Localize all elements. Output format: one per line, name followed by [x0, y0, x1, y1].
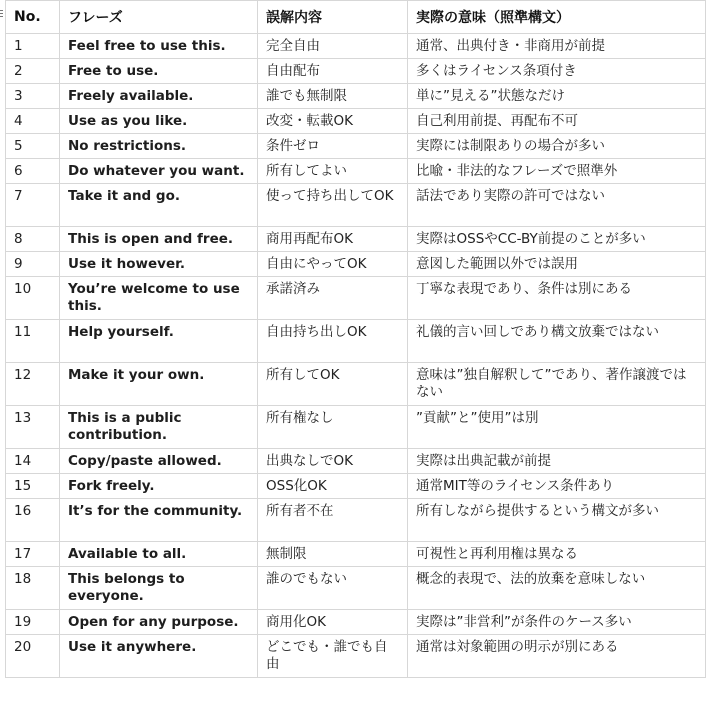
- table-row: [6, 499, 706, 542]
- phrase-table: [5, 0, 706, 678]
- row-no: 7: [6, 184, 60, 227]
- row-misread: 承諾済み: [258, 277, 408, 320]
- table-row: [6, 34, 706, 59]
- row-no: 1: [6, 34, 60, 59]
- row-misread: 自由にやってOK: [258, 252, 408, 277]
- row-actual: 通常は対象範囲の明示が別にある: [408, 635, 706, 678]
- row-misread: どこでも・誰でも自由: [258, 635, 408, 678]
- header-misread: 誤解内容: [258, 1, 408, 34]
- row-actual: 所有しながら提供するという構文が多い: [408, 499, 706, 542]
- row-phrase: Use it however.: [60, 252, 258, 277]
- table-row: [6, 542, 706, 567]
- row-actual: 自己利用前提、再配布不可: [408, 109, 706, 134]
- row-no: 19: [6, 610, 60, 635]
- row-misread: 商用再配布OK: [258, 227, 408, 252]
- row-no: 15: [6, 474, 60, 499]
- header-row: [6, 1, 706, 34]
- row-misread: 出典なしでOK: [258, 449, 408, 474]
- row-no: 16: [6, 499, 60, 542]
- row-phrase: Copy/paste allowed.: [60, 449, 258, 474]
- row-misread: 自由配布: [258, 59, 408, 84]
- row-phrase: Freely available.: [60, 84, 258, 109]
- row-misread: 完全自由: [258, 34, 408, 59]
- row-no: 10: [6, 277, 60, 320]
- row-no: 13: [6, 406, 60, 449]
- row-actual: 礼儀的言い回しであり構文放棄ではない: [408, 320, 706, 363]
- row-misread: 所有者不在: [258, 499, 408, 542]
- row-phrase: You’re welcome to use this.: [60, 277, 258, 320]
- row-actual: 丁寧な表現であり、条件は別にある: [408, 277, 706, 320]
- row-actual: ”貢献”と”使用”は別: [408, 406, 706, 449]
- row-actual: 単に”見える”状態なだけ: [408, 84, 706, 109]
- row-misread: 商用化OK: [258, 610, 408, 635]
- row-phrase: Take it and go.: [60, 184, 258, 227]
- row-no: 2: [6, 59, 60, 84]
- row-phrase: Use it anywhere.: [60, 635, 258, 678]
- row-phrase: It’s for the community.: [60, 499, 258, 542]
- row-phrase: No restrictions.: [60, 134, 258, 159]
- row-actual: 多くはライセンス条項付き: [408, 59, 706, 84]
- table-row: [6, 406, 706, 449]
- table-row: [6, 84, 706, 109]
- row-misread: 所有してよい: [258, 159, 408, 184]
- row-actual: 実際は”非営利”が条件のケース多い: [408, 610, 706, 635]
- row-actual: 可視性と再利用権は異なる: [408, 542, 706, 567]
- row-misread: 無制限: [258, 542, 408, 567]
- row-no: 11: [6, 320, 60, 363]
- row-misread: 所有権なし: [258, 406, 408, 449]
- table-row: [6, 449, 706, 474]
- table-row: [6, 610, 706, 635]
- table-row: [6, 252, 706, 277]
- row-no: 6: [6, 159, 60, 184]
- row-misread: 自由持ち出しOK: [258, 320, 408, 363]
- row-misread: OSS化OK: [258, 474, 408, 499]
- row-actual: 比喩・非法的なフレーズで照準外: [408, 159, 706, 184]
- row-actual: 実際はOSSやCC-BY前提のことが多い: [408, 227, 706, 252]
- table-row: [6, 109, 706, 134]
- row-actual: 意図した範囲以外では誤用: [408, 252, 706, 277]
- row-misread: 誰でも無制限: [258, 84, 408, 109]
- header-no: No.: [6, 1, 60, 34]
- row-misread: 改変・転載OK: [258, 109, 408, 134]
- table-row: [6, 363, 706, 406]
- table-row: [6, 474, 706, 499]
- row-actual: 意味は”独自解釈して”であり、著作譲渡ではない: [408, 363, 706, 406]
- row-phrase: Make it your own.: [60, 363, 258, 406]
- row-misread: 所有してOK: [258, 363, 408, 406]
- table-row: [6, 227, 706, 252]
- table-row: [6, 567, 706, 610]
- row-actual: 実際には制限ありの場合が多い: [408, 134, 706, 159]
- table-row: [6, 184, 706, 227]
- row-actual: 話法であり実際の許可ではない: [408, 184, 706, 227]
- row-no: 5: [6, 134, 60, 159]
- row-no: 3: [6, 84, 60, 109]
- table-row: [6, 59, 706, 84]
- row-phrase: This belongs to everyone.: [60, 567, 258, 610]
- header-actual: 実際の意味（照準構文）: [408, 1, 706, 34]
- row-phrase: Help yourself.: [60, 320, 258, 363]
- row-no: 20: [6, 635, 60, 678]
- row-phrase: This is open and free.: [60, 227, 258, 252]
- row-misread: 誰のでもない: [258, 567, 408, 610]
- row-phrase: Do whatever you want.: [60, 159, 258, 184]
- row-no: 4: [6, 109, 60, 134]
- row-no: 12: [6, 363, 60, 406]
- row-misread: 条件ゼロ: [258, 134, 408, 159]
- table-row: [6, 134, 706, 159]
- row-phrase: Feel free to use this.: [60, 34, 258, 59]
- row-phrase: Fork freely.: [60, 474, 258, 499]
- drag-handle[interactable]: [0, 10, 3, 20]
- row-no: 8: [6, 227, 60, 252]
- row-no: 17: [6, 542, 60, 567]
- row-no: 18: [6, 567, 60, 610]
- row-phrase: Available to all.: [60, 542, 258, 567]
- row-no: 9: [6, 252, 60, 277]
- row-phrase: This is a public contribution.: [60, 406, 258, 449]
- table-row: [6, 277, 706, 320]
- table-row: [6, 159, 706, 184]
- table-row: [6, 635, 706, 678]
- row-phrase: Free to use.: [60, 59, 258, 84]
- header-phrase: フレーズ: [60, 1, 258, 34]
- row-phrase: Use as you like.: [60, 109, 258, 134]
- table-row: [6, 320, 706, 363]
- row-actual: 通常、出典付き・非商用が前提: [408, 34, 706, 59]
- row-misread: 使って持ち出してOK: [258, 184, 408, 227]
- row-actual: 実際は出典記載が前提: [408, 449, 706, 474]
- row-actual: 通常MIT等のライセンス条件あり: [408, 474, 706, 499]
- row-no: 14: [6, 449, 60, 474]
- row-actual: 概念的表現で、法的放棄を意味しない: [408, 567, 706, 610]
- row-phrase: Open for any purpose.: [60, 610, 258, 635]
